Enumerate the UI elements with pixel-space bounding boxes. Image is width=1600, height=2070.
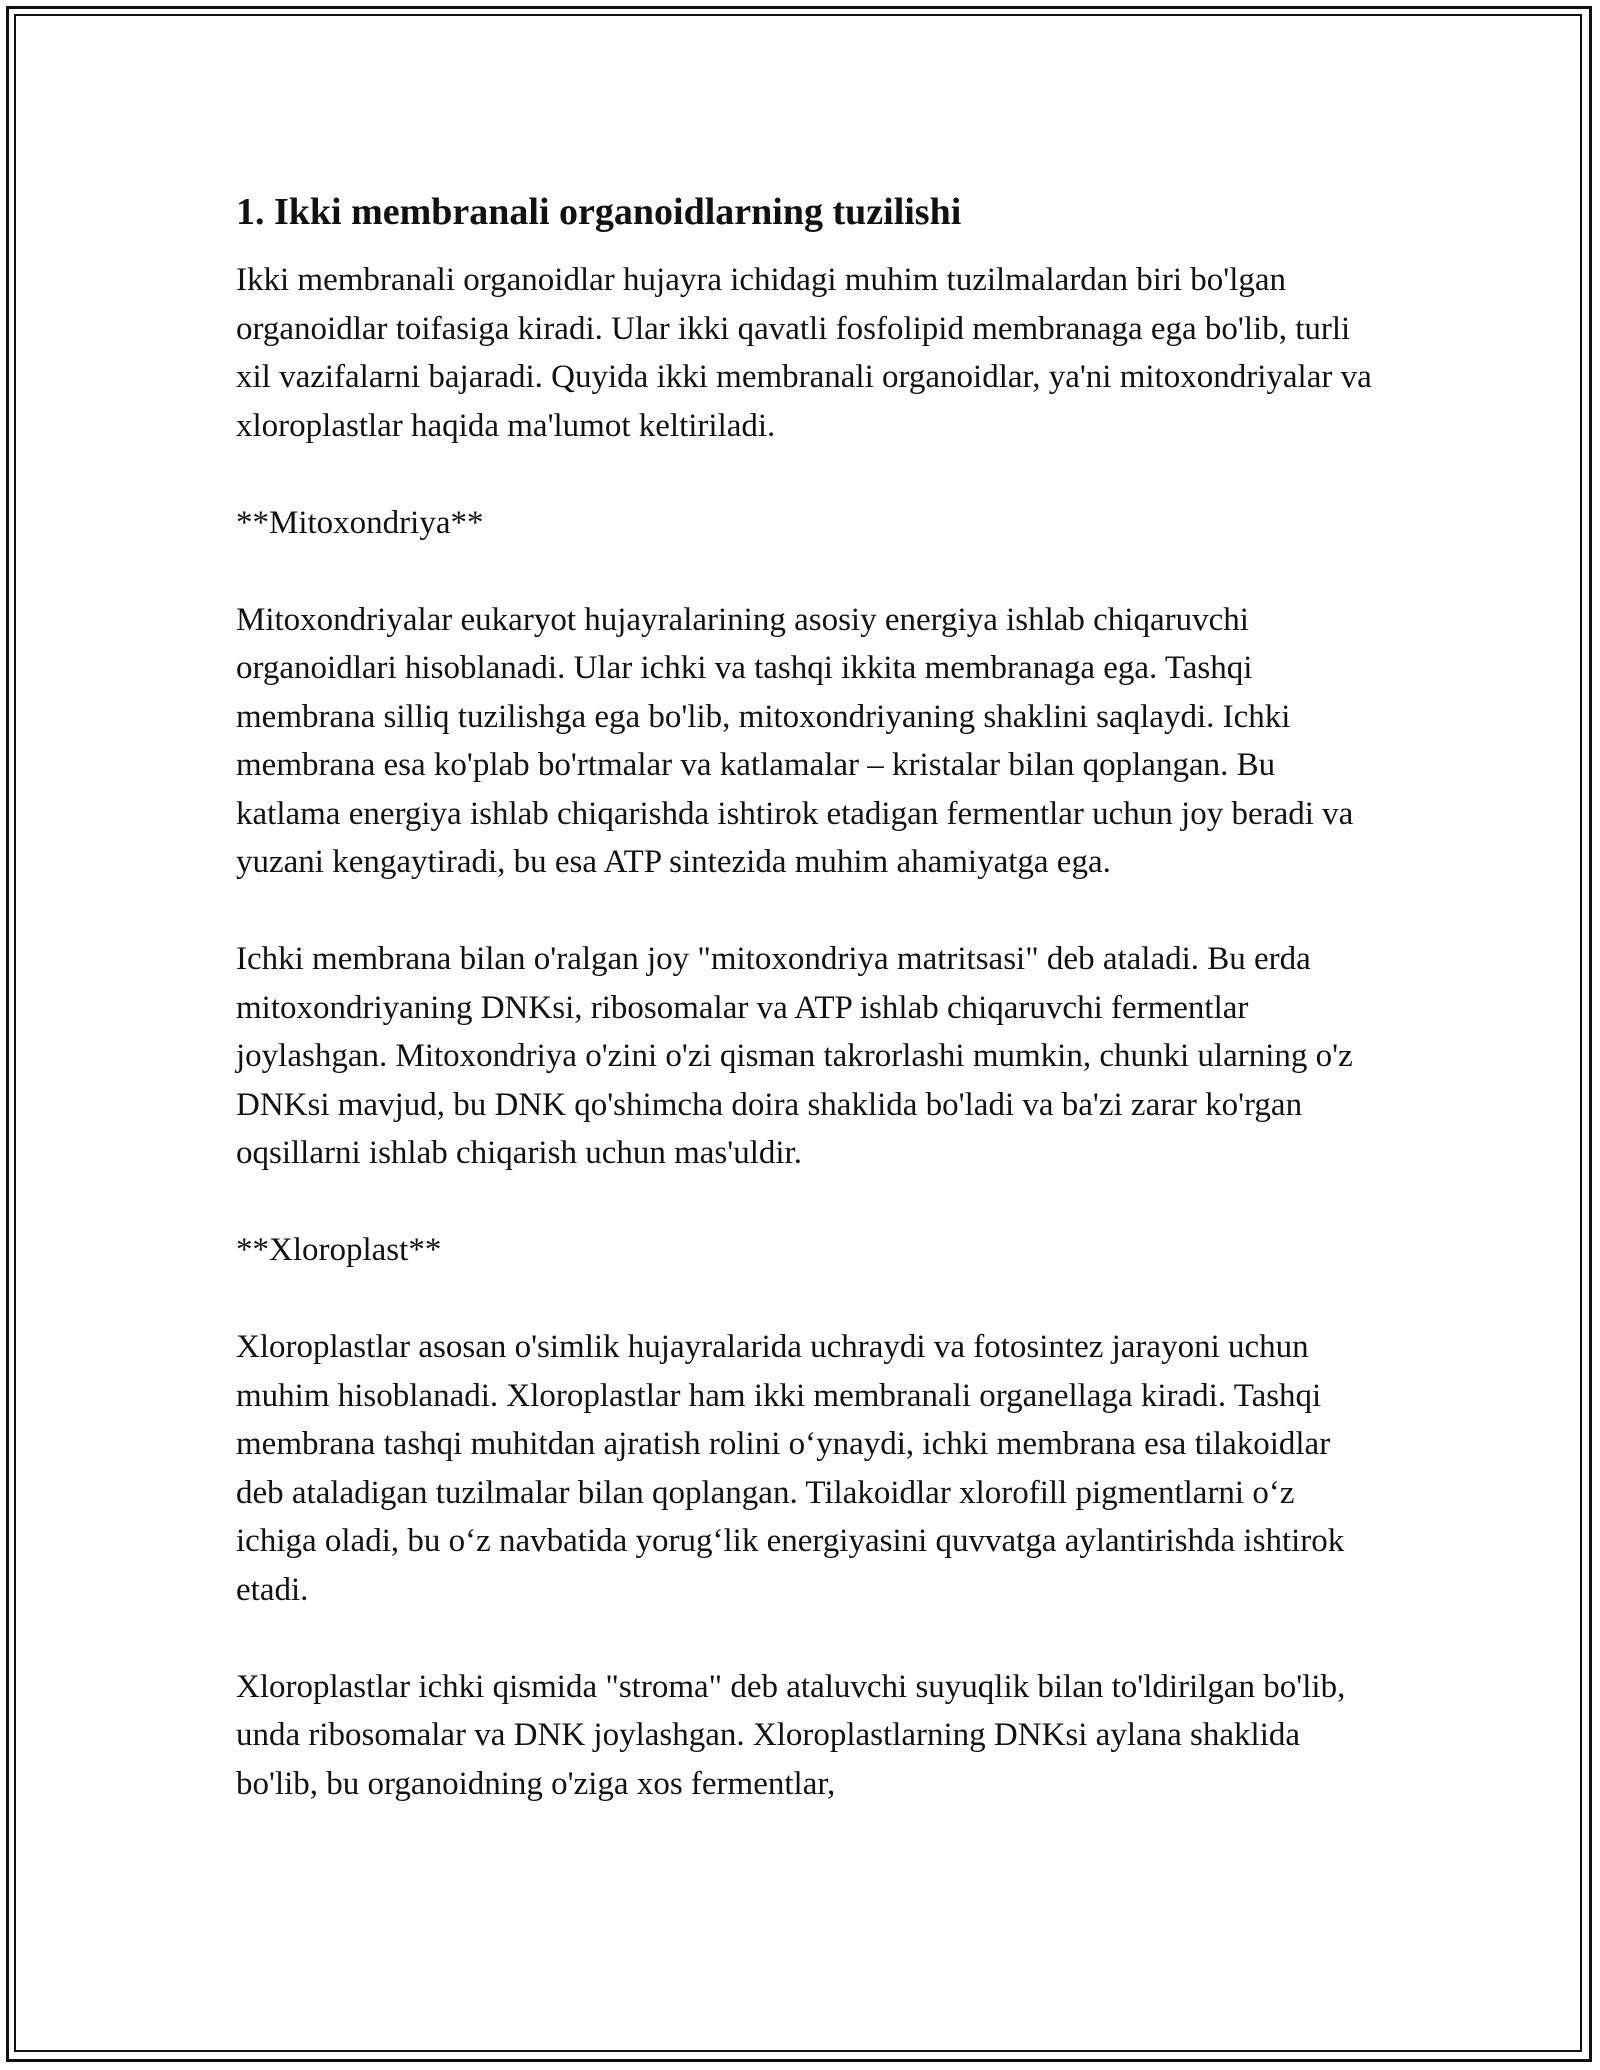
paragraph-xloroplast-1: Xloroplastlar asosan o'simlik hujayralarida uchraydi va fotosintez jarayoni uchun muhim hisoblanadi. Xloroplastlar ham ikki membranali organellaga kiradi. Tashqi membrana tashqi muhitdan ajratish rolini o‘ynaydi, ichki membrana esa tilakoidlar deb ataladigan tuzilmalar bilan qoplangan. Tilakoidlar xlorofill pigmentlarni o‘z ichiga oladi, bu o‘z navbatida yorug‘lik energiyasini quvvatga aylantirishda ishtirok etadi. (236, 1329, 1345, 1608)
subheading-xloroplast: **Xloroplast** (236, 1232, 442, 1268)
section-heading: 1. Ikki membranali organoidlarning tuzilishi (236, 191, 962, 233)
paragraph-mitoxondriya-1: Mitoxondriyalar eukaryot hujayralarining asosiy energiya ishlab chiqaruvchi organoidlari hisoblanadi. Ular ichki va tashqi ikkita membranaga ega. Tashqi membrana silliq tuzilishga ega bo'lib, mitoxondriyaning shaklini saqlaydi. Ichki membrana esa ko'plab bo'rtmalar va katlamalar – kristalar bilan qoplangan. Bu katlama energiya ishlab chiqarishda ishtirok etadigan fermentlar uchun joy beradi va yuzani kengaytiradi, bu esa ATP sintezida muhim ahamiyatga ega. (236, 601, 1354, 880)
paragraph-intro: Ikki membranali organoidlar hujayra ichidagi muhim tuzilmalardan biri bo'lgan organoidlar toifasiga kiradi. Ular ikki qavatli fosfolipid membranaga ega bo'lib, turli xil vazifalarni bajaradi. Quyida ikki membranali organoidlar, ya'ni mitoxondriyalar va xloroplastlar haqida ma'lumot keltiriladi. (236, 262, 1372, 444)
paragraph-mitoxondriya-2: Ichki membrana bilan o'ralgan joy "mitoxondriya matritsasi" deb ataladi. Bu erda mitoxondriyaning DNKsi, ribosomalar va ATP ishlab chiqaruvchi fermentlar joylashgan. Mitoxondriya o'zini o'zi qisman takrorlashi mumkin, chunki ularning o'z DNKsi mavjud, bu DNK qo'shimcha doira shaklida bo'ladi va ba'zi zarar ko'rgan oqsillarni ishlab chiqarish uchun mas'uldir. (236, 941, 1353, 1171)
paragraph-xloroplast-2: Xloroplastlar ichki qismida "stroma" deb ataluvchi suyuqlik bilan to'ldirilgan bo'lib, unda ribosomalar va DNK joylashgan. Xloroplastlarning DNKsi aylana shaklida bo'lib, bu organoidning o'ziga xos fermentlar, (236, 1668, 1346, 1802)
subheading-mitoxondriya: **Mitoxondriya** (236, 504, 484, 541)
document-body (236, 186, 1376, 1808)
